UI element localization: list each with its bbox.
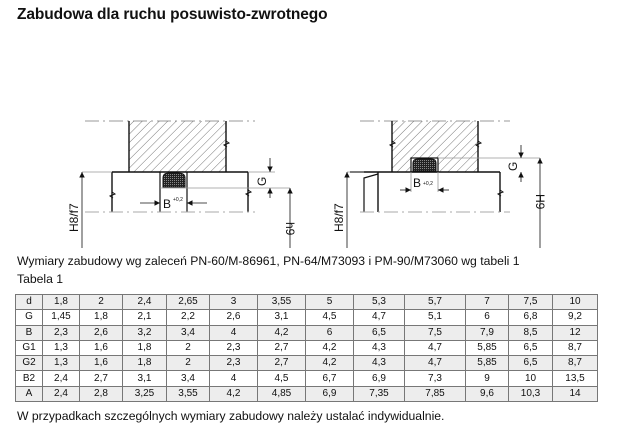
dimensions-table <box>15 294 598 402</box>
table-cell: 9,6 <box>466 386 509 401</box>
right-groove-diagram <box>347 121 540 248</box>
table-cell: 7 <box>466 295 509 310</box>
table-cell: 2,4 <box>43 371 80 386</box>
table-cell: 2,4 <box>43 386 80 401</box>
table-cell: 7,35 <box>354 386 405 401</box>
table-cell: 4,3 <box>354 356 405 371</box>
table-cell: 7,85 <box>405 386 466 401</box>
table-cell: 3,55 <box>258 295 306 310</box>
table-cell: 1,8 <box>123 340 167 355</box>
table-cell: 3,1 <box>123 371 167 386</box>
table-row <box>16 325 598 340</box>
table-cell: 2,8 <box>80 386 123 401</box>
table-cell: 4,5 <box>306 310 354 325</box>
table-cell: 10 <box>509 371 553 386</box>
table-cell: 2,3 <box>210 340 258 355</box>
table-cell: 2,2 <box>167 310 210 325</box>
table-cell: 3,2 <box>123 325 167 340</box>
table-cell: 3,1 <box>258 310 306 325</box>
table-cell: 2 <box>167 356 210 371</box>
table-cell: 2,7 <box>258 356 306 371</box>
table-cell: 5,7 <box>405 295 466 310</box>
table-cell: 10 <box>553 295 598 310</box>
table-cell: 1,8 <box>123 356 167 371</box>
table-cell: 4,2 <box>306 340 354 355</box>
table-cell: 3,25 <box>123 386 167 401</box>
table-cell: 4,3 <box>354 340 405 355</box>
table-caption: Tabela 1 <box>17 272 64 286</box>
table-cell: 1,8 <box>43 295 80 310</box>
table-cell: 1,3 <box>43 340 80 355</box>
table-cell: 7,5 <box>509 295 553 310</box>
table-cell: 5,85 <box>466 340 509 355</box>
table-cell: 4,7 <box>354 310 405 325</box>
table-cell: 2,4 <box>123 295 167 310</box>
table-cell: 3,4 <box>167 325 210 340</box>
table-cell: 6,5 <box>354 325 405 340</box>
row-header: G <box>16 310 43 325</box>
table-row <box>16 310 598 325</box>
table-cell: 8,7 <box>553 356 598 371</box>
table-cell: 5 <box>306 295 354 310</box>
table-cell: 2,3 <box>210 356 258 371</box>
left-label-bore-fit: H8/f7 <box>67 203 81 232</box>
table-cell: 6 <box>306 325 354 340</box>
table-cell: 6,9 <box>354 371 405 386</box>
table-cell: 4,2 <box>258 325 306 340</box>
row-header: A <box>16 386 43 401</box>
table-cell: 2,1 <box>123 310 167 325</box>
table-cell: 4,5 <box>258 371 306 386</box>
table-cell: 2,6 <box>210 310 258 325</box>
row-header: G1 <box>16 340 43 355</box>
table-cell: 4,7 <box>405 356 466 371</box>
table-cell: 2 <box>80 295 123 310</box>
table-cell: 4,7 <box>405 340 466 355</box>
row-header: B <box>16 325 43 340</box>
table-cell: 10,3 <box>509 386 553 401</box>
table-row <box>16 371 598 386</box>
table-cell: 6,5 <box>509 340 553 355</box>
table-cell: 2,6 <box>80 325 123 340</box>
table-cell: 2,7 <box>258 340 306 355</box>
table-cell: 1,3 <box>43 356 80 371</box>
row-header: d <box>16 295 43 310</box>
table-cell: 9 <box>466 371 509 386</box>
left-label-groove-width: B <box>163 197 172 211</box>
installation-description: Wymiary zabudowy wg zaleceń PN-60/M-86961, PN-64/M73093 i PM-90/M73060 wg tabeli 1 <box>17 254 520 268</box>
table-cell: 4,2 <box>306 356 354 371</box>
table-cell: 5,3 <box>354 295 405 310</box>
table-cell: 2 <box>167 340 210 355</box>
left-label-rod-fit: h9 <box>283 222 297 236</box>
table-cell: 14 <box>553 386 598 401</box>
right-label-bore-fit: H8/f7 <box>332 203 346 232</box>
table-cell: 6,5 <box>509 356 553 371</box>
table-cell: 7,9 <box>466 325 509 340</box>
table-row <box>16 340 598 355</box>
table-cell: 1,45 <box>43 310 80 325</box>
right-label-groove-width: B <box>413 176 422 190</box>
right-label-tolerance: +0,2 <box>423 181 433 187</box>
table-cell: 1,6 <box>80 356 123 371</box>
table-cell: 4,2 <box>210 386 258 401</box>
table-cell: 6 <box>466 310 509 325</box>
table-cell: 4 <box>210 325 258 340</box>
table-cell: 3 <box>210 295 258 310</box>
table-cell: 4,85 <box>258 386 306 401</box>
table-cell: 5,85 <box>466 356 509 371</box>
table-cell: 2,3 <box>43 325 80 340</box>
table-cell: 7,5 <box>405 325 466 340</box>
table-cell: 13,5 <box>553 371 598 386</box>
table-cell: 6,9 <box>306 386 354 401</box>
row-header: G2 <box>16 356 43 371</box>
table-cell: 6,7 <box>306 371 354 386</box>
table-cell: 2,7 <box>80 371 123 386</box>
right-label-groove-depth: G <box>506 161 520 171</box>
table-cell: 4 <box>210 371 258 386</box>
table-cell: 5,1 <box>405 310 466 325</box>
table-row <box>16 356 598 371</box>
row-header: B2 <box>16 371 43 386</box>
table-cell: 1,8 <box>80 310 123 325</box>
left-label-tolerance: +0,2 <box>173 197 183 203</box>
table-cell: 6,8 <box>509 310 553 325</box>
table-row <box>16 295 598 310</box>
table-cell: 8,5 <box>509 325 553 340</box>
table-cell: 3,55 <box>167 386 210 401</box>
table-row <box>16 386 598 401</box>
table-cell: 7,3 <box>405 371 466 386</box>
table-cell: 3,4 <box>167 371 210 386</box>
table-cell: 2,65 <box>167 295 210 310</box>
left-label-groove-depth: G <box>255 176 269 186</box>
table-cell: 9,2 <box>553 310 598 325</box>
table-cell: 8,7 <box>553 340 598 355</box>
footnote: W przypadkach szczególnych wymiary zabudowy należy ustalać indywidualnie. <box>17 409 445 423</box>
page-title: Zabudowa dla ruchu posuwisto-zwrotnego <box>17 6 328 23</box>
table-cell: 12 <box>553 325 598 340</box>
right-label-housing-fit: H9 <box>533 194 547 210</box>
table-cell: 1,6 <box>80 340 123 355</box>
